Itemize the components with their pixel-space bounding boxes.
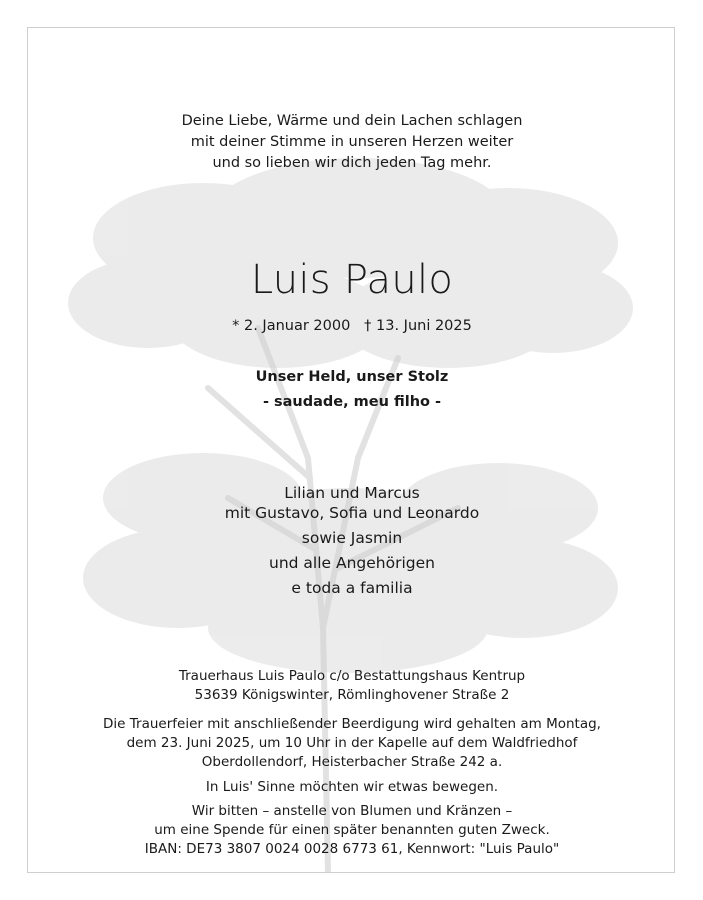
poem-line: mit deiner Stimme in unseren Herzen weiter	[190, 134, 514, 150]
family-member-line: mit Gustavo, Sofia und Leonardo	[224, 504, 480, 522]
donation-line: Wir bitten – anstelle von Blumen und Kränzen –	[191, 803, 513, 819]
obituary-card	[27, 27, 675, 873]
address-line: Trauerhaus Luis Paulo c/o Bestattungshaus Kentrup	[178, 668, 526, 684]
ceremony-line: Oberdollendorf, Heisterbacher Straße 242 a.	[201, 754, 503, 770]
family-member-line: Lilian und Marcus	[284, 484, 420, 502]
family-member-line: sowie Jasmin	[301, 529, 403, 547]
ceremony-line: Die Trauerfeier mit anschließender Beerdigung wird gehalten am Montag,	[103, 716, 601, 732]
deceased-name: Luis Paulo	[250, 257, 454, 303]
poem-line: und so lieben wir dich jeden Tag mehr.	[212, 155, 492, 171]
iban-line: IBAN: DE73 3807 0024 0028 6773 61, Kennwort: "Luis Paulo"	[144, 841, 560, 857]
family-member-line: und alle Angehörigen	[269, 554, 435, 572]
life-dates: * 2. Januar 2000 † 13. Juni 2025	[232, 318, 472, 334]
motto-line: - saudade, meu filho -	[262, 394, 442, 410]
family-member-line: e toda a familia	[291, 579, 413, 597]
ceremony-line: dem 23. Juni 2025, um 10 Uhr in der Kapelle auf dem Waldfriedhof	[126, 735, 578, 751]
wish-line: In Luis' Sinne möchten wir etwas bewegen.	[205, 779, 499, 795]
donation-line: um eine Spende für einen später benannten guten Zweck.	[154, 822, 550, 838]
poem-line: Deine Liebe, Wärme und dein Lachen schlagen	[181, 113, 523, 129]
motto-line: Unser Held, unser Stolz	[255, 369, 449, 385]
address-line: 53639 Königswinter, Römlinghovener Straße 2	[194, 687, 510, 703]
